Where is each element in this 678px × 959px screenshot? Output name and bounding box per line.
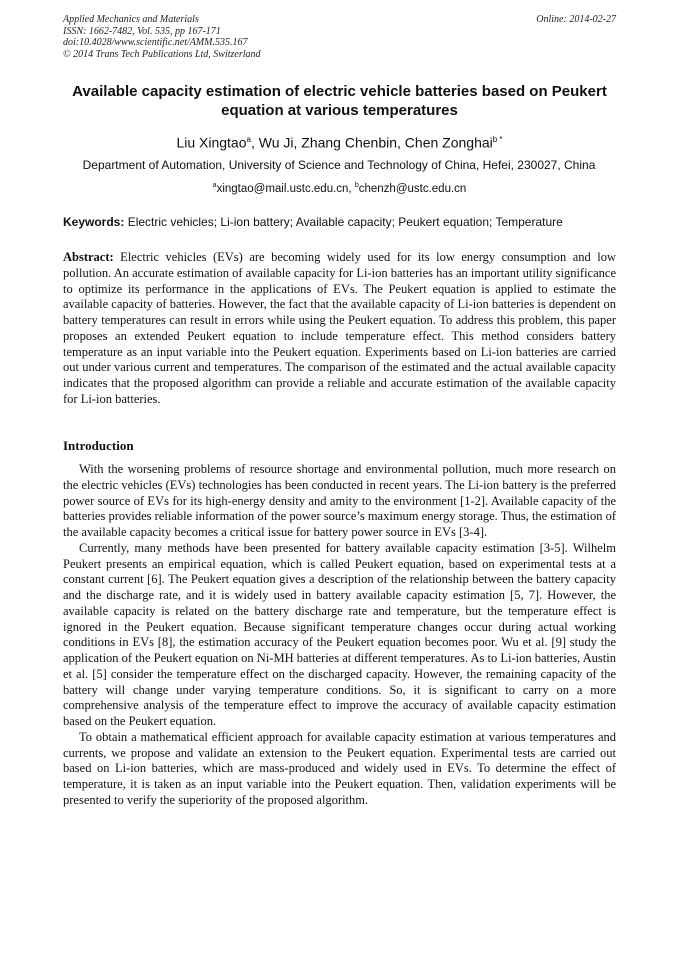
keywords (63, 214, 616, 230)
journal-header (63, 14, 616, 60)
paragraph: To obtain a mathematical efficient approach for available capacity estimation at various temperatures and currents, we propose and validate an extension to the Peukert equation. Experimental tests are carried out based on Li-ion batteries, which are mass-produced and widely used in EVs. To determine the effect of temperature, it is taken as an input variable into the Peukert equation. Then, validation experiments will be presented to verify the superiority of the proposed algorithm. (63, 729, 616, 807)
abstract-label: Abstract: (63, 250, 114, 264)
abstract-text: Electric vehicles (EVs) are becoming widely used for its low energy consumption and low pollution. An accurate estimation of available capacity for Li-ion batteries has an important utility significance to optimize its performance in the applications of EVs. The Peukert equation is applied to estimate the available capacity of batteries. However, the fact that the available capacity of Li-ion batteries is dependent on battery temperatures can result in errors while using the Peukert equation. To address this problem, this paper proposes an extended Peukert equation to include temperature effect. This method considers battery temperature as an input variable into the Peukert equation. Experiments based on Li-ion batteries are carried out under various current and temperatures. The comparison of the estimated and the actual available capacity indicates that the proposed algorithm can provide a reliable and accurate estimation of the available capacity for Li-ion batteries. (63, 250, 616, 406)
author-name: Liu Xingtao (176, 134, 247, 151)
paragraph: With the worsening problems of resource shortage and environmental pollution, much more research on the electric vehicles (EVs) technologies has been conducted in recent years. The Li-ion battery is the preferred power source of EVs for its high-energy density and amity to the environment [1-2]. Available capacity of the batteries provides reliable information of the power source’s maximum energy storage. Thus, the estimation of the available capacity becomes a critical issue for battery power source in EVs [3-4]. (63, 462, 616, 539)
paper-title: Available capacity estimation of electric vehicle batteries based on Peukert equation at various temperatures (72, 83, 607, 119)
author-name: Zhang Chenbin (301, 134, 398, 151)
email-mark: a (212, 182, 217, 189)
author-name: Wu Ji (258, 134, 294, 151)
journal-copyright: © 2014 Trans Tech Publications Ltd, Switzerland (63, 48, 261, 60)
section-heading: Introduction (63, 438, 134, 453)
author-separator: , (397, 134, 405, 151)
paragraph: Currently, many methods have been presented for battery available capacity estimation [3-5]. Wilhelm Peukert presents an empirical equation, which is called Peukert equation, based on experimental tests at a constant current [6]. The Peukert equation gives a description of the relationship between the battery capacity and the discharge rate, and it is widely used in battery available capacity estimation [5, 7]. However, the available capacity is related on the battery discharge rate and temperature, but the temperature effect is ignored in the Peukert equation. Because significant temperature changes occur during actual working conditions in EVs [8], the estimation accuracy of the Peukert equation becomes poor. Wu et al. [9] study the application of the Peukert equation on Ni-MH batteries at different temperatures. As to Li-ion batteries, Austin et al. [5] consider the temperature effect on the discharged capacity. However, the remaining capacity of the battery will change under varying temperature conditions. So, it is significant to carry on a more comprehensive analysis of the temperature effect to improve the accuracy of available capacity estimation based on the Peukert equation. (63, 540, 616, 728)
keywords-label: Keywords: (63, 215, 125, 229)
email-link[interactable]: chenzh@ustc.edu.cn (358, 182, 467, 195)
affiliation: Department of Automation, University of Science and Technology of China, Hefei, 230027, China (82, 158, 596, 172)
journal-issn: ISSN: 1662-7482, Vol. 535, pp 167-171 (63, 25, 221, 37)
author-emails (63, 178, 616, 197)
author-name: Chen Zonghai (404, 134, 493, 151)
journal-doi: doi:10.4028/www.scientific.net/AMM.535.167 (63, 37, 248, 48)
author-list (63, 131, 616, 152)
keywords-text: Electric vehicles; Li-ion battery; Available capacity; Peukert equation; Temperature (124, 215, 563, 229)
author-affil-mark: b * (492, 135, 503, 144)
introduction-body (63, 462, 616, 809)
author-separator: , (293, 134, 302, 151)
author-affil-mark: a (246, 135, 251, 144)
abstract (63, 250, 616, 408)
author-separator: , (250, 134, 259, 151)
online-date: Online: 2014-02-27 (536, 14, 616, 25)
email-mark: b (354, 182, 359, 189)
email-link[interactable]: xingtao@mail.ustc.edu.cn, (216, 182, 355, 195)
journal-name: Applied Mechanics and Materials (63, 14, 199, 25)
